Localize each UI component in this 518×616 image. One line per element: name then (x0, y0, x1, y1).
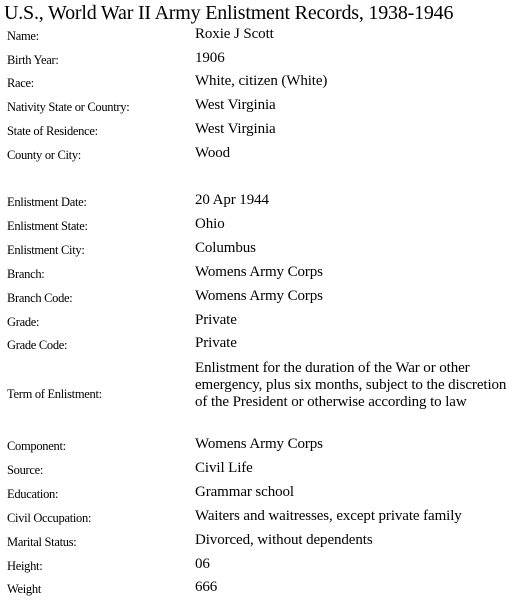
field-label: Component: (7, 439, 66, 453)
field-label: Height: (7, 559, 43, 573)
field-label: Enlistment State: (7, 219, 88, 233)
field-value: Womens Army Corps (195, 264, 323, 280)
field-value: Private (195, 335, 237, 351)
field-value: Roxie J Scott (195, 26, 274, 42)
field-label: Grade: (7, 315, 40, 329)
field-value: West Virginia (195, 97, 276, 113)
field-value: Civil Life (195, 460, 253, 476)
field-label: Nativity State or Country: (7, 100, 130, 114)
field-value: Waiters and waitresses, except private family (195, 508, 462, 524)
field-label: Birth Year: (7, 53, 59, 67)
field-label: Weight (7, 582, 41, 596)
field-label: Term of Enlistment: (7, 387, 102, 401)
field-label: Source: (7, 463, 44, 477)
field-label: Race: (7, 76, 34, 90)
field-label: County or City: (7, 148, 81, 162)
field-value: Wood (195, 145, 231, 161)
field-value: 1906 (195, 50, 225, 66)
field-label: State of Residence: (7, 124, 98, 138)
field-label: Civil Occupation: (7, 511, 92, 525)
field-label: Name: (7, 29, 39, 43)
field-value: Womens Army Corps (195, 288, 323, 304)
field-value: West Virginia (195, 121, 276, 137)
field-value: White, citizen (White) (195, 73, 328, 89)
field-value: Grammar school (195, 484, 294, 500)
field-value: Columbus (195, 240, 256, 256)
field-value: Womens Army Corps (195, 436, 323, 452)
field-value: Enlistment for the duration of the War or other emergency, plus six months, subject to the discretion of the President or otherwise according to law (195, 360, 507, 410)
field-value: Ohio (195, 216, 225, 232)
field-label: Branch Code: (7, 291, 73, 305)
field-label: Grade Code: (7, 338, 68, 352)
field-value: 666 (195, 579, 218, 595)
field-label: Branch: (7, 267, 45, 281)
field-value: 06 (195, 556, 210, 572)
field-value: Private (195, 312, 237, 328)
field-value: 20 Apr 1944 (195, 192, 269, 208)
record-title: U.S., World War II Army Enlistment Records, 1938-1946 (4, 2, 454, 24)
field-label: Enlistment Date: (7, 195, 87, 209)
field-label: Marital Status: (7, 535, 77, 549)
field-value: Divorced, without dependents (195, 532, 373, 548)
field-label: Enlistment City: (7, 243, 85, 257)
field-label: Education: (7, 487, 59, 501)
